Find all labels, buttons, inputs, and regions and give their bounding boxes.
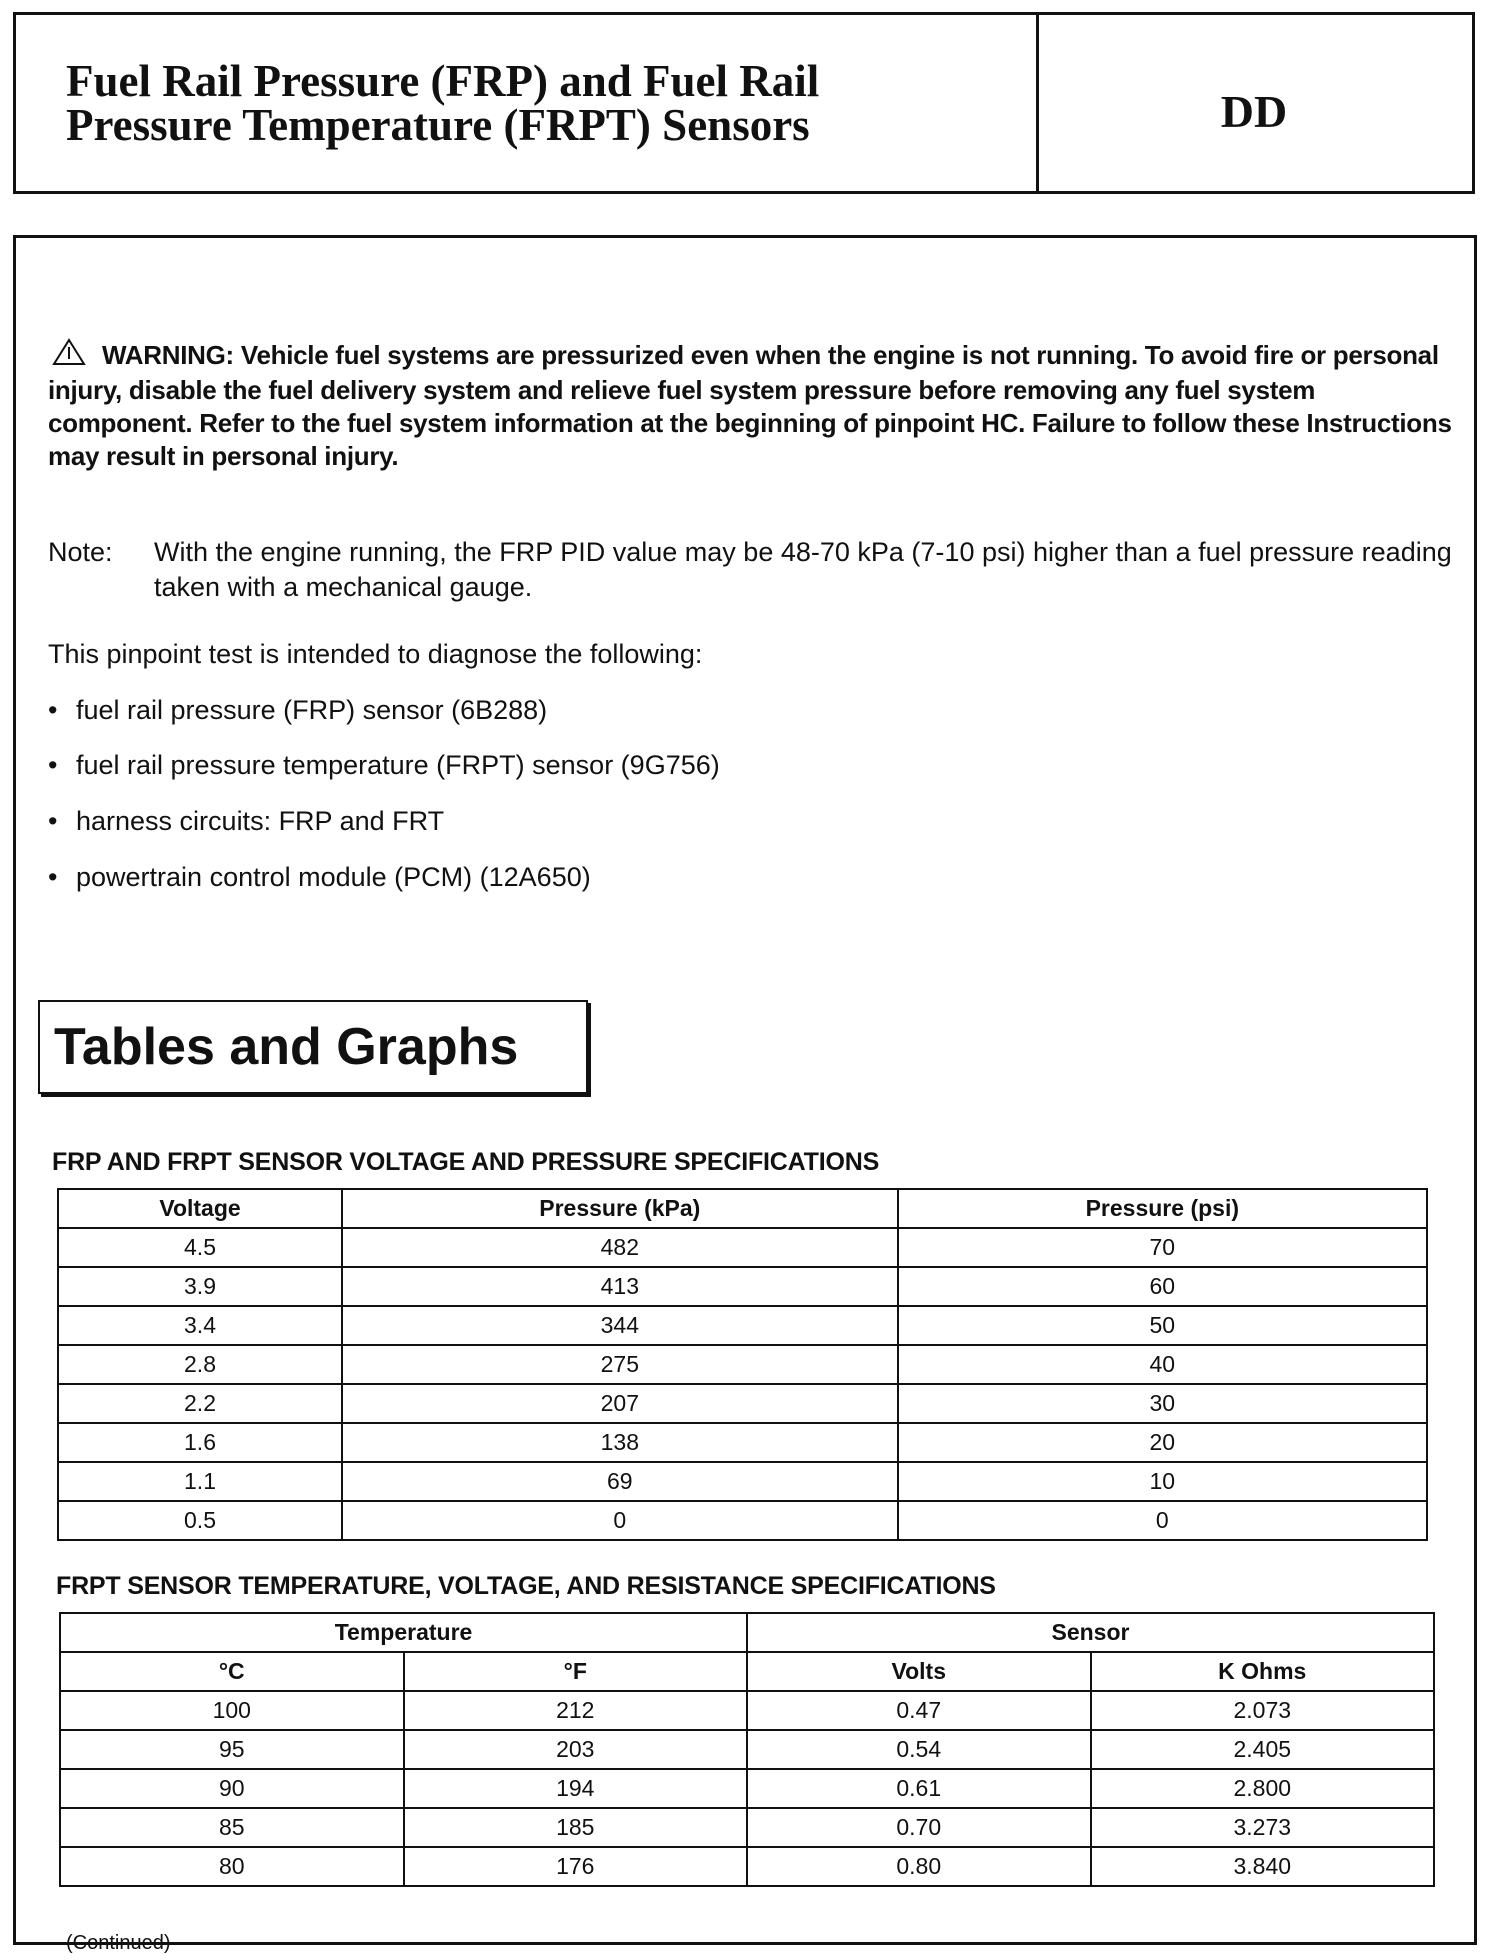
table-row (60, 1808, 1434, 1847)
table-cell: 100 (60, 1691, 404, 1730)
table-cell: 10 (898, 1462, 1427, 1501)
table-cell: 4.5 (58, 1228, 342, 1267)
table-cell: 80 (60, 1847, 404, 1886)
table-cell: 203 (404, 1730, 748, 1769)
title-line-2: Pressure Temperature (FRPT) Sensors (66, 100, 810, 150)
note-text: With the engine running, the FRP PID value may be 48-70 kPa (7-10 psi) higher than a fuel pressure reading taken with a mechanical gauge. (154, 537, 1452, 602)
table-header-row: Voltage Pressure (kPa) Pressure (psi) (58, 1189, 1427, 1228)
note (48, 535, 1458, 605)
table-cell: 2.800 (1091, 1769, 1435, 1808)
section-code: DD (1220, 86, 1288, 137)
table-cell: 194 (404, 1769, 748, 1808)
table-cell: 3.9 (58, 1267, 342, 1306)
table-row (58, 1306, 1427, 1345)
table-row (58, 1384, 1427, 1423)
list-item: • harness circuits: FRP and FRT (48, 806, 445, 836)
table2-title: FRPT SENSOR TEMPERATURE, VOLTAGE, AND RESISTANCE SPECIFICATIONS (56, 1572, 996, 1600)
section-title: Tables and Graphs (38, 1000, 588, 1094)
table-row (58, 1267, 1427, 1306)
list-item: • powertrain control module (PCM) (12A650) (48, 862, 591, 892)
table-cell: 176 (404, 1847, 748, 1886)
table-cell: 2.2 (58, 1384, 342, 1423)
table-cell: 0 (898, 1501, 1427, 1540)
table-cell: 1.1 (58, 1462, 342, 1501)
table-cell: 413 (342, 1267, 898, 1306)
header-box (13, 12, 1475, 194)
page-title (66, 56, 820, 150)
table-header-row: °C °F Volts K Ohms (60, 1652, 1434, 1691)
table-cell: 90 (60, 1769, 404, 1808)
table-cell: 207 (342, 1384, 898, 1423)
continued-note: (Continued) (66, 1932, 171, 1954)
voltage-pressure-table (57, 1188, 1428, 1541)
table-row (58, 1228, 1427, 1267)
table-row (58, 1501, 1427, 1540)
table-cell: 138 (342, 1423, 898, 1462)
title-line-1: Fuel Rail Pressure (FRP) and Fuel Rail (66, 56, 820, 106)
table-row (60, 1769, 1434, 1808)
table-cell: 60 (898, 1267, 1427, 1306)
table-cell: 2.073 (1091, 1691, 1435, 1730)
table-cell: 30 (898, 1384, 1427, 1423)
table-row (60, 1730, 1434, 1769)
table-cell: 0.80 (747, 1847, 1091, 1886)
table-row (58, 1423, 1427, 1462)
table-cell: 2.8 (58, 1345, 342, 1384)
table-cell: 3.840 (1091, 1847, 1435, 1886)
table-cell: 2.405 (1091, 1730, 1435, 1769)
table-row (60, 1847, 1434, 1886)
table-cell: 185 (404, 1808, 748, 1847)
table-cell: 0.54 (747, 1730, 1091, 1769)
temperature-resistance-table (59, 1612, 1435, 1887)
table-group-header-row: Temperature Sensor (60, 1613, 1434, 1652)
warning-text: WARNING: Vehicle fuel systems are pressurized even when the engine is not running. To avoid fire or personal injury, disable the fuel delivery system and relieve fuel system pressure before removing any fuel system component. Refer to the fuel system information at the beginning of pinpoint HC. Failure to follow these Instructions may result in personal injury. (48, 340, 1452, 471)
table-cell: 3.273 (1091, 1808, 1435, 1847)
list-item: • fuel rail pressure temperature (FRPT) sensor (9G756) (48, 750, 720, 780)
table-cell: 0.5 (58, 1501, 342, 1540)
table-row (58, 1345, 1427, 1384)
table-cell: 69 (342, 1462, 898, 1501)
table-cell: 482 (342, 1228, 898, 1267)
note-label: Note: (48, 537, 113, 567)
table-cell: 70 (898, 1228, 1427, 1267)
table-cell: 40 (898, 1345, 1427, 1384)
table-cell: 85 (60, 1808, 404, 1847)
list-item: • fuel rail pressure (FRP) sensor (6B288) (48, 695, 548, 725)
table-cell: 0.61 (747, 1769, 1091, 1808)
table1-title: FRP AND FRPT SENSOR VOLTAGE AND PRESSURE SPECIFICATIONS (52, 1148, 880, 1176)
table-row (60, 1691, 1434, 1730)
table-cell: 0 (342, 1501, 898, 1540)
table-cell: 20 (898, 1423, 1427, 1462)
table-cell: 0.47 (747, 1691, 1091, 1730)
intro-text: This pinpoint test is intended to diagnose the following: (48, 639, 703, 669)
table-cell: 1.6 (58, 1423, 342, 1462)
table-cell: 3.4 (58, 1306, 342, 1345)
table-cell: 0.70 (747, 1808, 1091, 1847)
table-row (58, 1462, 1427, 1501)
table-cell: 50 (898, 1306, 1427, 1345)
warning-triangle-icon (52, 338, 88, 374)
table-cell: 212 (404, 1691, 748, 1730)
table-cell: 95 (60, 1730, 404, 1769)
table-cell: 344 (342, 1306, 898, 1345)
warning-paragraph (48, 338, 1458, 473)
table-cell: 275 (342, 1345, 898, 1384)
